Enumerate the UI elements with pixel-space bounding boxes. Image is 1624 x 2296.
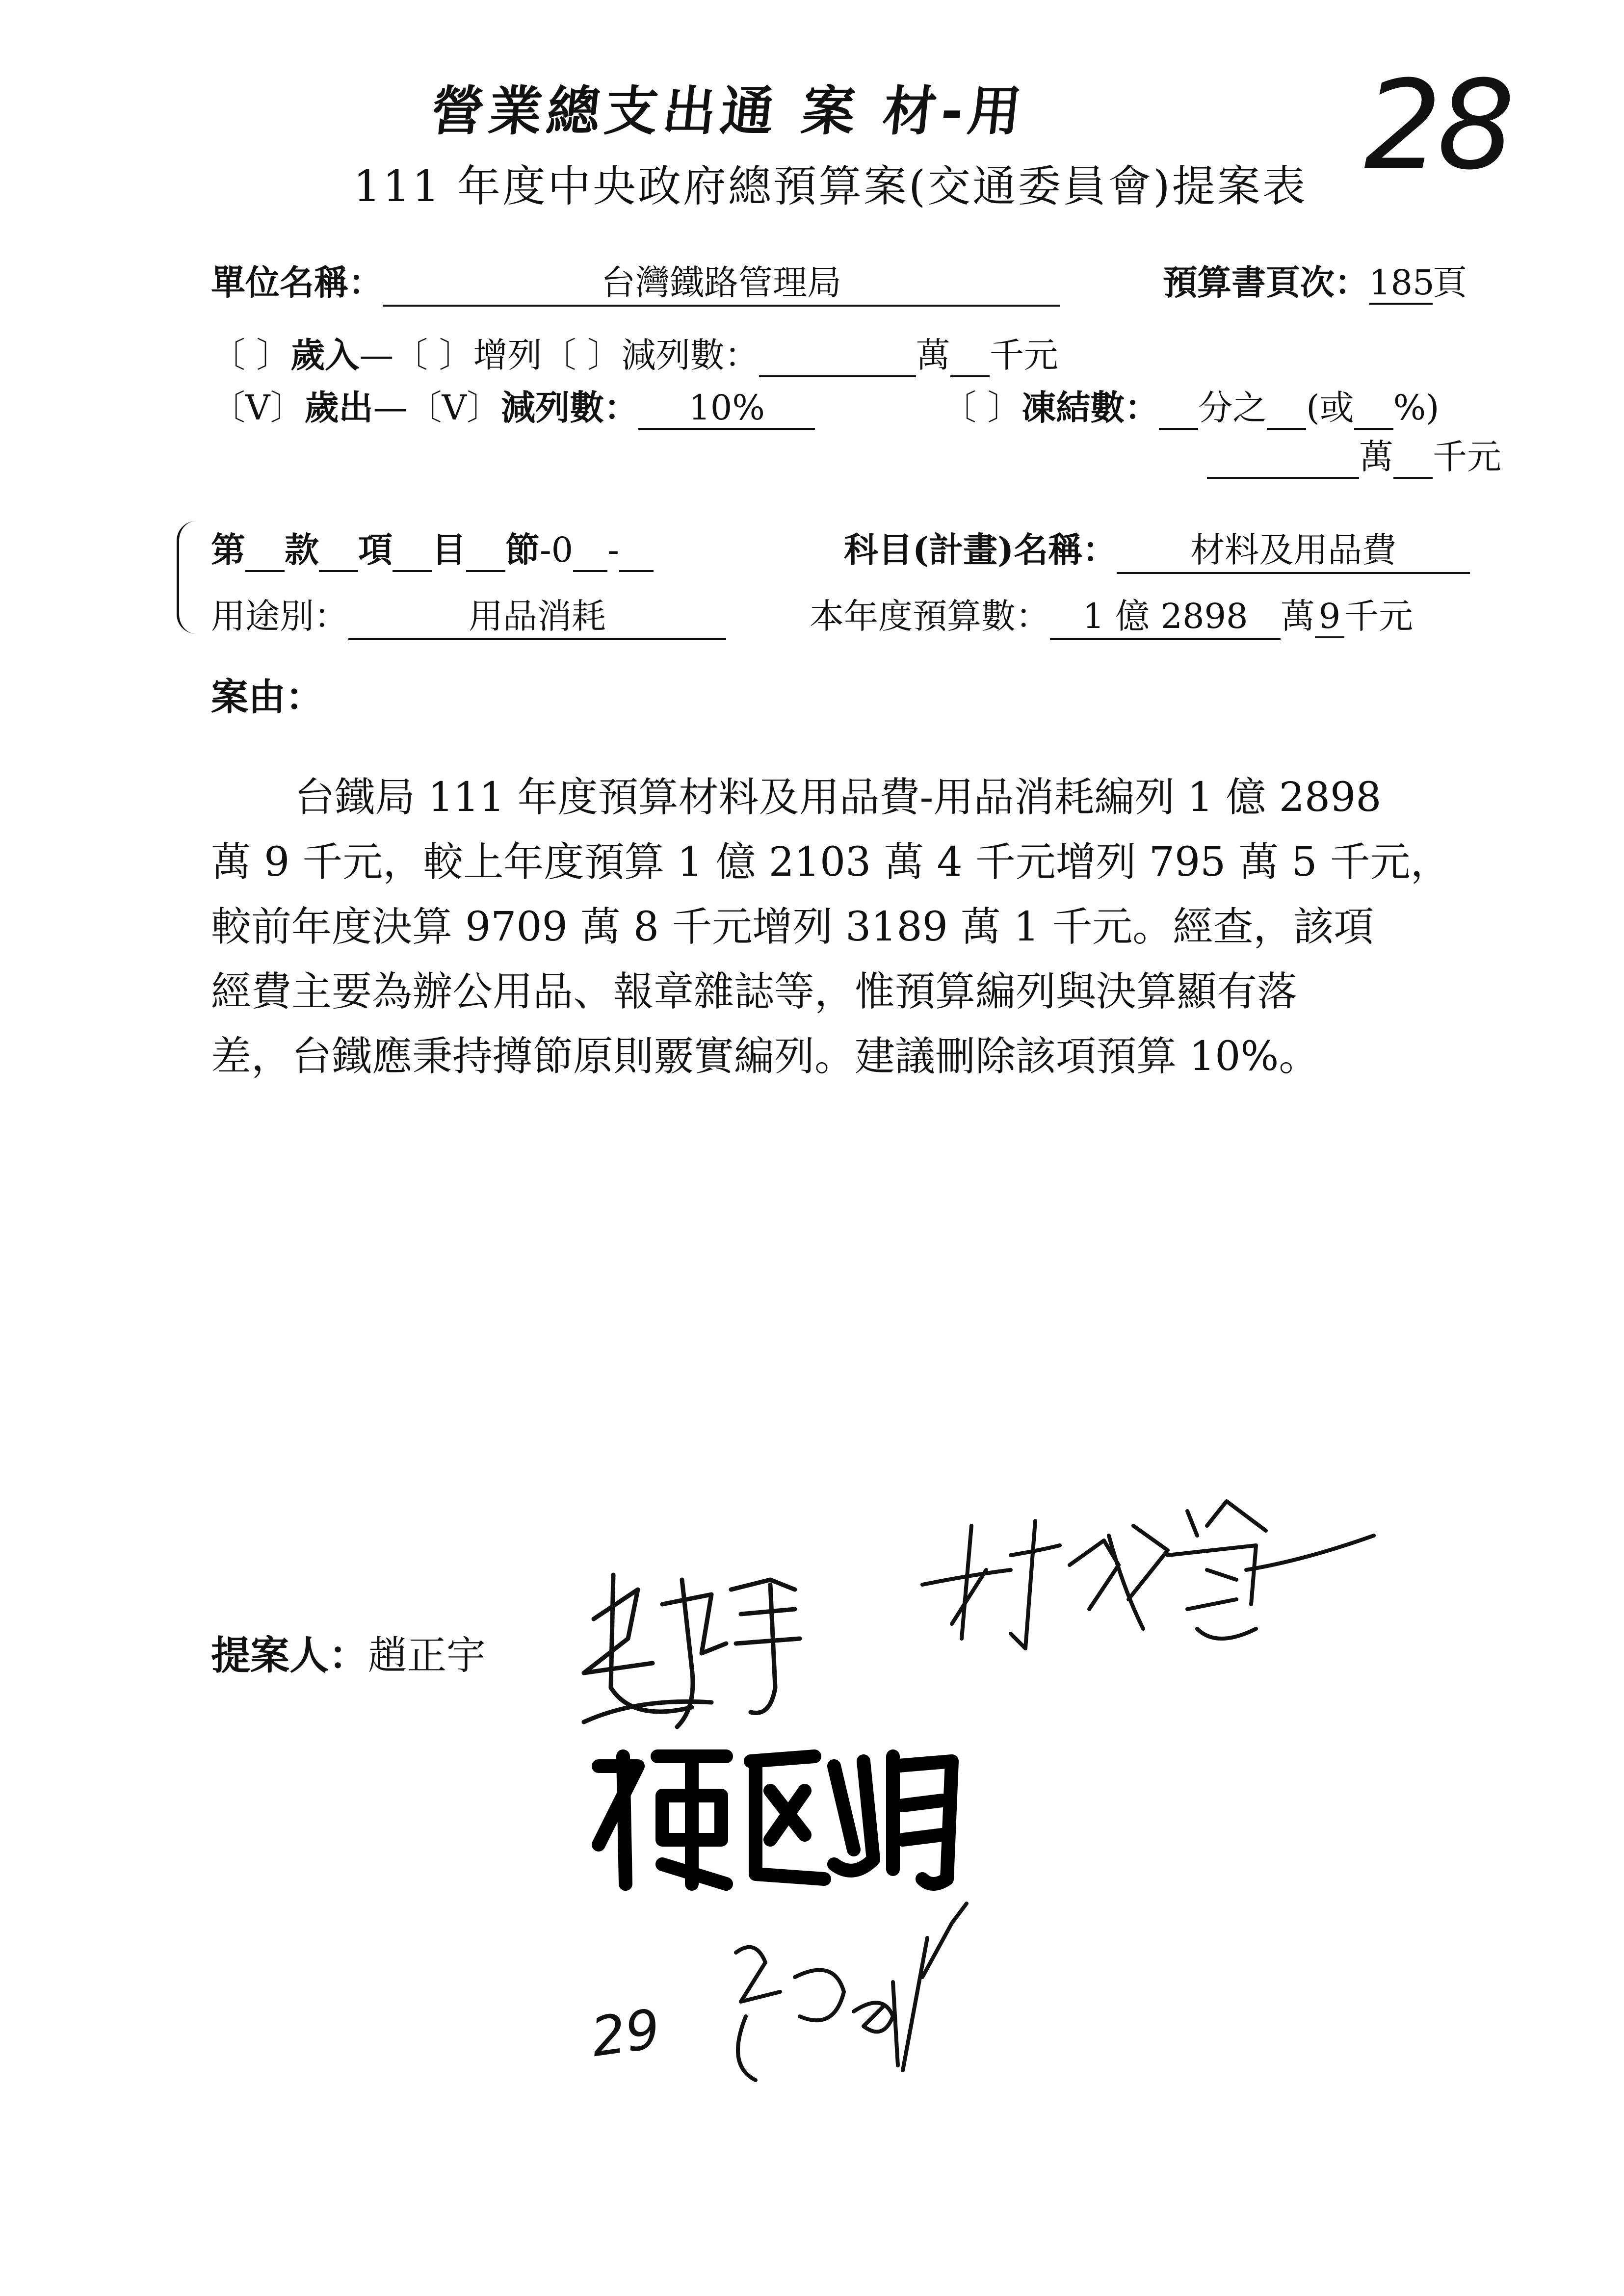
expenditure-decrease-checkbox: 〔V〕 (407, 388, 501, 428)
usage-value: 用品消耗 (348, 589, 726, 640)
budget-amount-qianyuan: 千元 (1344, 596, 1413, 636)
reason-line: 萬 9 千元，較上年度預算 1 億 2103 萬 4 千元增列 795 萬 5 千元， (211, 839, 1451, 886)
revenue-decrease-blank (759, 335, 916, 377)
unit-value: 台灣鐵路管理局 (383, 255, 1060, 307)
item-di-blank (245, 530, 285, 572)
budget-page-row (1163, 255, 1467, 305)
usage-row (211, 589, 726, 640)
revenue-label: 歲入 (290, 335, 360, 375)
freeze-qian-blank (1393, 437, 1433, 479)
unit-label: 單位名稱： (211, 262, 383, 303)
item-mu-blank (466, 530, 505, 572)
reason-label: 案由： (211, 675, 323, 719)
freeze-label: 凍結數： (1022, 387, 1159, 428)
revenue-qian-blank (950, 335, 990, 377)
freeze-or: (或 (1306, 388, 1354, 428)
item-last-blank (619, 530, 654, 572)
item-jie-blank (573, 530, 607, 572)
freeze-fraction-of: 分之 (1198, 388, 1267, 428)
item-row (211, 522, 654, 572)
item-dash: - (607, 530, 619, 570)
reason-line: 經費主要為辦公用品、報章雜誌等，惟預算編列與決算顯有落 (211, 968, 1298, 1015)
reason-line: 差，台鐵應秉持撙節原則覈實編列。建議刪除該項預算 10%。 (211, 1033, 1319, 1080)
expenditure-dash: — (373, 388, 408, 428)
signature-zhao (564, 1560, 819, 1747)
increase-checkbox: 〔 〕 (393, 335, 473, 375)
freeze-wan-blank (1207, 437, 1359, 479)
reason-line-text: 台鐵局 111 年度預算材料及用品費-用品消耗編列 1 億 2898 (294, 774, 1382, 821)
expenditure-row (211, 380, 815, 430)
item-xiang: 項 (358, 529, 393, 570)
decrease-label: 減列數： (621, 335, 759, 375)
freeze-wan: 萬 (1359, 437, 1393, 477)
reason-line (211, 765, 1428, 830)
usage-label: 用途別： (211, 596, 348, 636)
proposer-name: 趙正宇 (368, 1633, 486, 1678)
item-jie-value: -0 (540, 530, 574, 570)
revenue-dash: — (359, 335, 394, 375)
increase-label: 增列 (473, 335, 542, 375)
item-jie: 節 (505, 529, 540, 570)
revenue-qianyuan: 千元 (989, 335, 1058, 375)
freeze-percent-blank (1354, 388, 1393, 430)
budget-page-suffix: 頁 (1433, 262, 1467, 303)
signature-chen (579, 1737, 1021, 1899)
revenue-wan: 萬 (916, 335, 950, 375)
form-title: 111 年度中央政府總預算案(交通委員會)提案表 (353, 161, 1308, 211)
revenue-checkbox: 〔 〕 (211, 335, 291, 375)
freeze-row (942, 380, 1439, 430)
freeze-qianyuan: 千元 (1433, 437, 1501, 477)
budget-amount-row (810, 589, 1413, 640)
item-kuan-blank (319, 530, 358, 572)
item-xiang-blank (393, 530, 432, 572)
item-mu: 目 (432, 529, 466, 570)
item-kuan: 款 (285, 529, 319, 570)
budget-page-value: 185 (1369, 262, 1433, 305)
freeze-checkbox: 〔 〕 (942, 388, 1022, 428)
expenditure-label: 歲出 (304, 387, 373, 428)
budget-amount-value: 1 億 2898 (1050, 589, 1281, 640)
reason-line: 較前年度決算 9709 萬 8 千元增列 3189 萬 1 千元。經查，該項 (211, 904, 1374, 950)
item-brace (177, 521, 197, 634)
decrease-checkbox: 〔 〕 (542, 335, 622, 375)
freeze-amount-row (1207, 429, 1501, 479)
freeze-percent: %) (1393, 388, 1440, 428)
subject-row (844, 522, 1470, 574)
subject-label: 科目(計畫)名稱： (844, 529, 1117, 570)
handwritten-number: 29 (587, 1997, 664, 2069)
budget-amount-label: 本年度預算數： (810, 596, 1050, 636)
budget-page-label: 預算書頁次： (1163, 262, 1369, 303)
reason-paragraph (211, 765, 1451, 1089)
budget-amount-qian: 9 (1315, 596, 1344, 638)
unit-row (211, 255, 1060, 307)
handwritten-header-note: 營業總支出通 案 材-用 (428, 81, 1029, 142)
handwritten-page-number: 28 (1364, 54, 1511, 197)
proposer-label: 提案人： (211, 1633, 368, 1678)
signature-lin (913, 1482, 1384, 1668)
proposer-row (211, 1624, 486, 1680)
expenditure-decrease-label: 減列數： (501, 387, 639, 428)
expenditure-decrease-value: 10% (638, 388, 815, 430)
revenue-row (211, 328, 1058, 377)
freeze-numerator-blank (1159, 388, 1198, 430)
expenditure-checkbox: 〔V〕 (211, 388, 305, 428)
subject-value: 材料及用品費 (1117, 522, 1470, 574)
item-di: 第 (211, 529, 245, 570)
freeze-denominator-blank (1267, 388, 1306, 430)
budget-amount-wan: 萬 (1281, 596, 1315, 636)
